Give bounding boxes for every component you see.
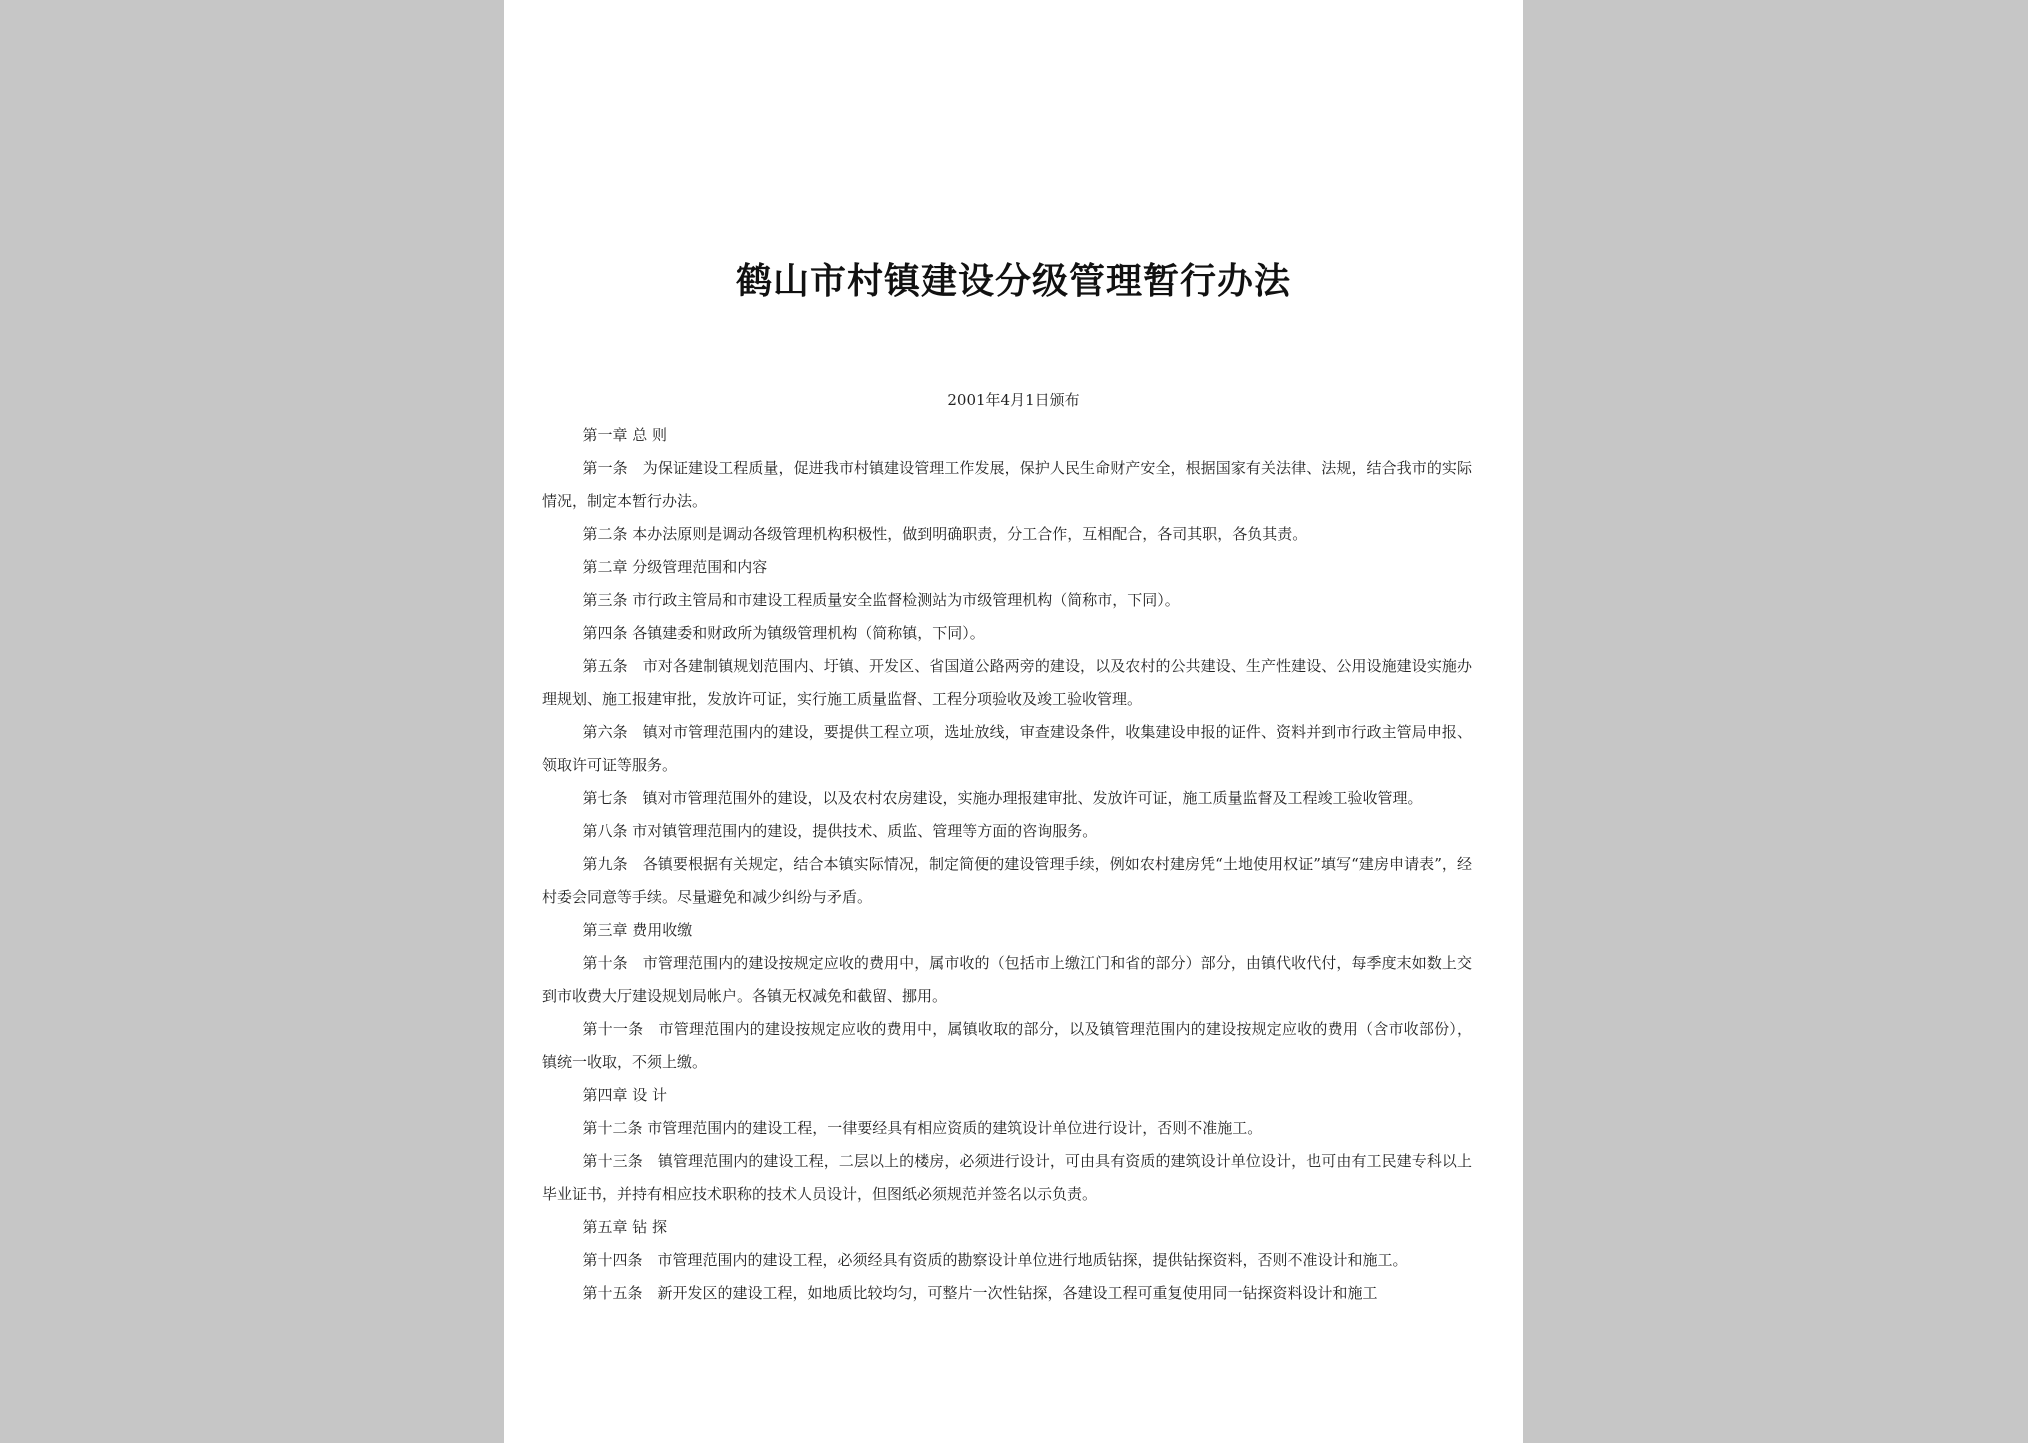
document-paragraph: 第七条 镇对市管理范围外的建设，以及农村农房建设，实施办理报建审批、发放许可证，施工质量监督及工程竣工验收管理。 xyxy=(582,789,1423,807)
document-paragraph: 第十一条 市管理范围内的建设按规定应收的费用中，属镇收取的部分，以及镇管理范围内的建设按规定应收的费用（含市收部份），镇统一收取，不须上缴。 xyxy=(542,1020,1472,1071)
document-paragraph: 第八条 市对镇管理范围内的建设，提供技术、质监、管理等方面的咨询服务。 xyxy=(582,822,1098,840)
document-paragraph: 第二条 本办法原则是调动各级管理机构积极性，做到明确职责，分工合作，互相配合，各司其职，各负其责。 xyxy=(582,525,1308,543)
document-paragraph: 第十条 市管理范围内的建设按规定应收的费用中，属市收的（包括市上缴江门和省的部分）部分，由镇代收代付，每季度末如数上交到市收费大厅建设规划局帐户。各镇无权减免和截留、挪用。 xyxy=(542,954,1472,1005)
document-paragraph: 第三章 费用收缴 xyxy=(582,921,693,939)
document-paragraph: 第三条 市行政主管局和市建设工程质量安全监督检测站为市级管理机构（简称市，下同）。 xyxy=(582,591,1180,609)
document-title: 鹤山市村镇建设分级管理暂行办法 xyxy=(735,261,1291,302)
document-paragraph: 第五条 市对各建制镇规划范围内、圩镇、开发区、省国道公路两旁的建设，以及农村的公共建设、生产性建设、公用设施建设实施办理规划、施工报建审批，发放许可证，实行施工质量监督、工程分项验收及竣工验收管理。 xyxy=(542,657,1472,708)
document-paragraph: 第二章 分级管理范围和内容 xyxy=(582,558,768,576)
document-paragraph: 第四条 各镇建委和财政所为镇级管理机构（简称镇，下同）。 xyxy=(582,624,985,642)
document-page xyxy=(504,0,1523,1443)
document-paragraph: 第一章 总 则 xyxy=(582,426,668,444)
document-paragraph: 第九条 各镇要根据有关规定，结合本镇实际情况，制定简便的建设管理手续，例如农村建房凭“土地使用权证”填写“建房申请表”，经村委会同意等手续。尽量避免和减少纠纷与矛盾。 xyxy=(542,855,1472,906)
document-paragraph: 第十三条 镇管理范围内的建设工程，二层以上的楼房，必须进行设计，可由具有资质的建筑设计单位设计，也可由有工民建专科以上毕业证书，并持有相应技术职称的技术人员设计，但图纸必须规范并签名以示负责。 xyxy=(542,1152,1472,1203)
document-paragraph: 第十四条 市管理范围内的建设工程，必须经具有资质的勘察设计单位进行地质钻探，提供钻探资料，否则不准设计和施工。 xyxy=(582,1251,1408,1269)
document-paragraph: 第十二条 市管理范围内的建设工程，一律要经具有相应资质的建筑设计单位进行设计，否则不准施工。 xyxy=(582,1119,1263,1137)
document-paragraph: 第四章 设 计 xyxy=(582,1086,668,1104)
document-paragraph: 第十五条 新开发区的建设工程，如地质比较均匀，可整片一次性钻探，各建设工程可重复使用同一钻探资料设计和施工 xyxy=(582,1284,1378,1302)
document-paragraph: 第五章 钻 探 xyxy=(582,1218,668,1236)
document-body xyxy=(542,419,1472,1310)
promulgation-date: 2001年4月1日颁布 xyxy=(947,391,1080,409)
document-paragraph: 第一条 为保证建设工程质量，促进我市村镇建设管理工作发展，保护人民生命财产安全，根据国家有关法律、法规，结合我市的实际情况，制定本暂行办法。 xyxy=(542,459,1472,510)
document-paragraph: 第六条 镇对市管理范围内的建设，要提供工程立项，选址放线，审查建设条件，收集建设申报的证件、资料并到市行政主管局申报、领取许可证等服务。 xyxy=(542,723,1472,774)
